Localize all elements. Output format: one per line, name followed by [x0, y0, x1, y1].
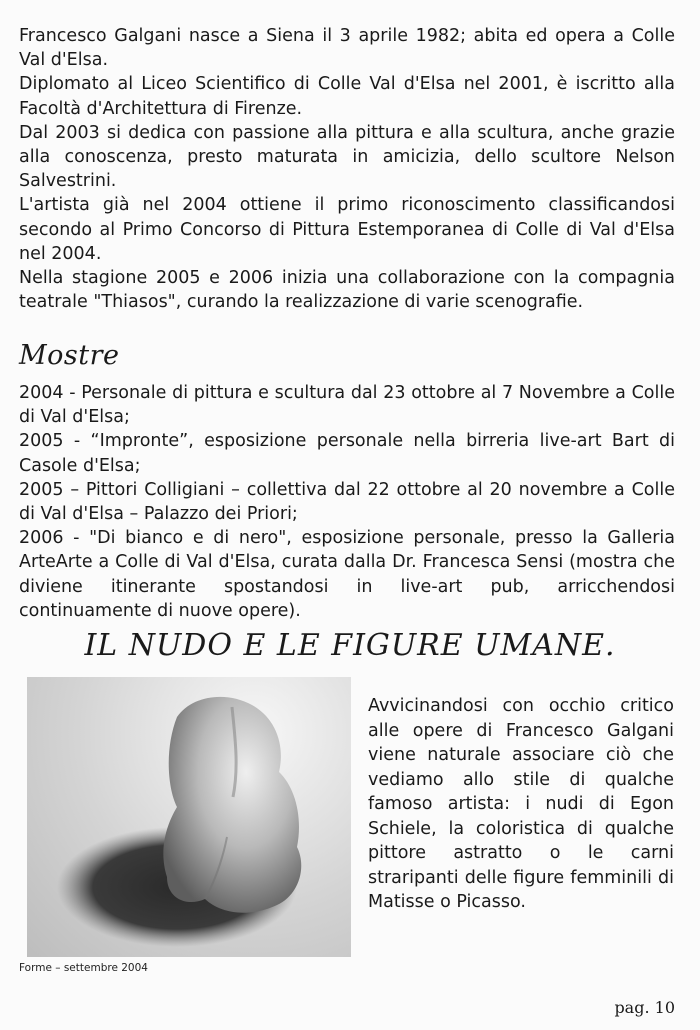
bio-paragraph: Nella stagione 2005 e 2006 inizia una collaborazione con la compagnia teatrale "Thiasos", curando la realizzazione di varie scenografie.: [19, 268, 675, 313]
photo-caption: Forme – settembre 2004: [19, 962, 148, 974]
exhibition-item: 2005 - “Impronte”, esposizione personale nella birreria live-art Bart di Casole d'Elsa;: [19, 431, 675, 476]
critique-text: Avvicinandosi con occhio critico alle opere di Francesco Galgani viene naturale associare ciò che vediamo allo stile di qualche famoso artista: i nudi di Egon Schiele, la coloristica di qualche pittore astratto o le carni straripanti delle figure femminili di Matisse o Picasso.: [368, 696, 674, 912]
exhibition-item: 2004 - Personale di pittura e scultura dal 23 ottobre al 7 Novembre a Colle di Val d'Elsa;: [19, 383, 675, 428]
bio-paragraph: Francesco Galgani nasce a Siena il 3 aprile 1982; abita ed opera a Colle Val d'Elsa.: [19, 26, 675, 71]
bio-paragraph: Diplomato al Liceo Scientifico di Colle Val d'Elsa nel 2001, è iscritto alla Facoltà d'Architettura di Firenze.: [19, 74, 675, 119]
sculpture-image: [27, 677, 351, 957]
bio-paragraph: L'artista già nel 2004 ottiene il primo riconoscimento classificandosi secondo al Primo Concorso di Pittura Estemporanea di Colle di Val d'Elsa nel 2004.: [19, 195, 675, 264]
exhibition-item: 2005 – Pittori Colligiani – collettiva dal 22 ottobre al 20 novembre a Colle di Val d'Elsa – Palazzo dei Priori;: [19, 479, 675, 525]
page-number: pag. 10: [614, 998, 675, 1017]
exhibition-item: 2006 - "Di bianco e di nero", esposizione personale, presso la Galleria ArteArte a Colle di Val d'Elsa, curata dalla Dr. Francesca Sensi (mostra che diviene itinerante spostandosi in live-art pub, arricchendosi continuamente di nuove opere).: [19, 528, 675, 621]
sculpture-photo: [27, 677, 351, 957]
exhibitions-list: [19, 381, 675, 623]
mostre-heading: Mostre: [19, 340, 120, 371]
theme-heading: IL NUDO E LE FIGURE UMANE.: [84, 628, 616, 663]
bio-paragraph: Dal 2003 si dedica con passione alla pittura e alla scultura, anche grazie alla conoscenza, presto maturata in amicizia, dello scultore Nelson Salvestrini.: [19, 122, 675, 192]
biography-text: [19, 24, 675, 314]
